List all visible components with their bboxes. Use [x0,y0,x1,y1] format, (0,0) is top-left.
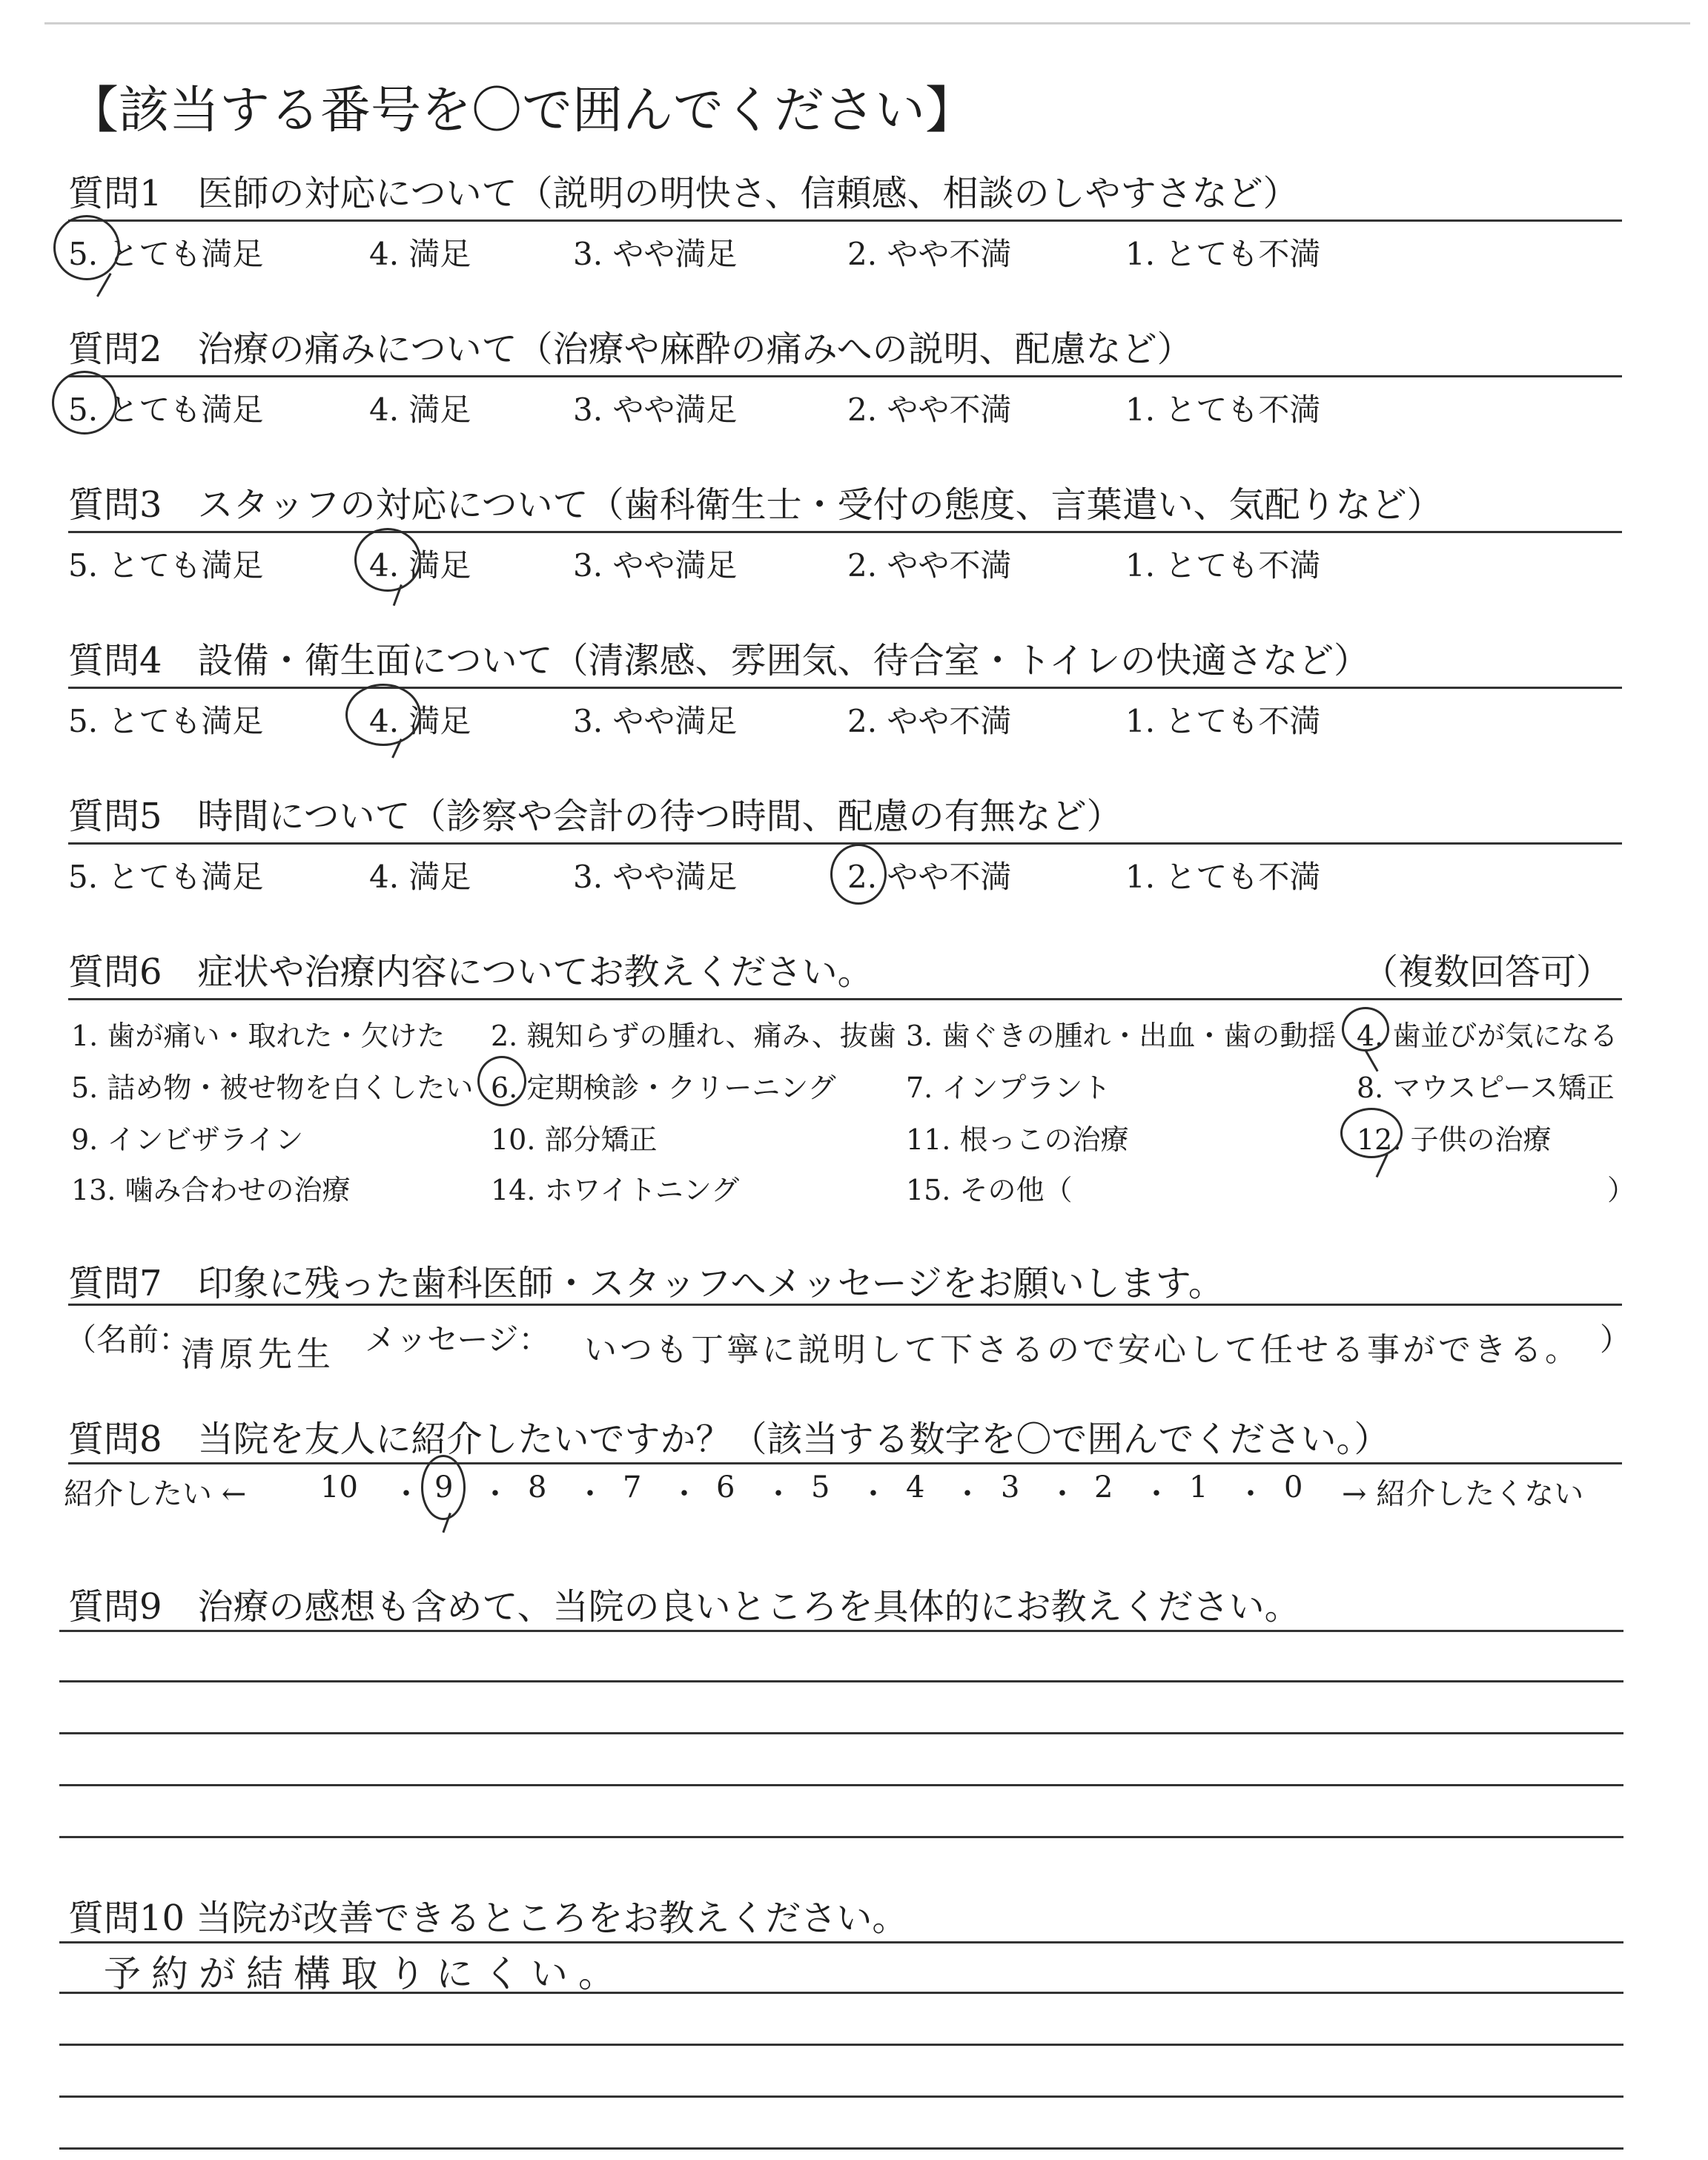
q10-answer-text[interactable]: 予約が結構取りにくい。 [104,1952,626,1995]
q6-option-5[interactable]: 5. 詰め物・被せ物を白くしたい [71,1071,474,1104]
question-6-rule [68,998,1622,1000]
q5-option-5[interactable]: 5. とても満足 [68,859,264,895]
question-8-rule [68,1462,1622,1464]
question-10-title: 質問10 当院が改善できるところをお教えください。 [68,1898,908,1939]
question-1-rule [68,219,1622,222]
q10-answer-line [59,2044,1623,2046]
q8-scale-dot: ・ [1047,1477,1077,1511]
q8-scale-10[interactable]: 10 [320,1470,358,1505]
q6-option-15[interactable]: 15. その他（ [906,1174,1073,1206]
q1-option-5[interactable]: 5. とても満足 [68,236,264,272]
q6-option-3[interactable]: 3. 歯ぐきの腫れ・出血・歯の動揺 [906,1020,1337,1052]
q6-option-2[interactable]: 2. 親知らずの腫れ、痛み、抜歯 [491,1020,896,1052]
q9-answer-line [59,1732,1623,1734]
question-8-title: 質問8 当院を友人に紹介したいですか？（該当する数字を〇で囲んでください。） [68,1418,1390,1460]
q8-scale-dot: ・ [575,1477,605,1511]
q6-option-1[interactable]: 1. 歯が痛い・取れた・欠けた [71,1020,446,1052]
q8-scale-4[interactable]: 4 [906,1470,925,1505]
q7-message-answer[interactable]: いつも丁寧に説明して下さるので安心して任せる事ができる。 [584,1331,1580,1369]
q7-close-paren: ） [1600,1321,1632,1358]
q8-left-label: 紹介したい ← [64,1477,247,1511]
q4-answer-circle [345,684,421,746]
q1-option-1[interactable]: 1. とても不満 [1125,236,1321,272]
q7-message-label: メッセージ： [365,1321,550,1358]
q4-option-2[interactable]: 2. やや不満 [847,703,1012,739]
question-5-title: 質問5 時間について（診察や会計の待つ時間、配慮の有無など） [68,796,1122,837]
question-3-rule [68,531,1622,533]
q8-scale-dot: ・ [669,1477,699,1511]
q3-option-3[interactable]: 3. やや満足 [573,547,738,584]
q7-name-answer[interactable]: 清原先生 [181,1334,335,1374]
q3-option-2[interactable]: 2. やや不満 [847,547,1012,584]
form-instruction-title: 【該当する番号を〇で囲んでください】 [68,82,976,140]
q8-scale-8[interactable]: 8 [528,1470,547,1505]
q10-answer-line [59,1992,1623,1994]
q1-option-2[interactable]: 2. やや不満 [847,236,1012,272]
question-7-title: 質問7 印象に残った歯科医師・スタッフへメッセージをお願いします。 [68,1263,1224,1304]
q6-answer-circle-4 [1342,1007,1389,1051]
page-top-border [44,22,1690,24]
q10-answer-line [59,1941,1623,1943]
q5-option-3[interactable]: 3. やや満足 [573,859,738,895]
question-7-rule [68,1304,1622,1306]
q3-option-1[interactable]: 1. とても不満 [1125,547,1321,584]
q6-option-15-close: ） [1607,1174,1636,1206]
q8-scale-0[interactable]: 0 [1284,1470,1303,1505]
q6-option-10[interactable]: 10. 部分矯正 [491,1123,658,1156]
question-4-rule [68,687,1622,689]
q10-answer-line [59,2095,1623,2098]
q5-option-4[interactable]: 4. 満足 [369,859,471,895]
q5-option-2[interactable]: 2. やや不満 [847,859,1012,895]
question-2-rule [68,375,1622,377]
q3-option-5[interactable]: 5. とても満足 [68,547,264,584]
q8-scale-dot: ・ [1236,1477,1265,1511]
q8-scale-dot: ・ [858,1477,888,1511]
q2-option-3[interactable]: 3. やや満足 [573,392,738,428]
question-3-title: 質問3 スタッフの対応について（歯科衛生士・受付の態度、言葉遣い、気配りなど） [68,484,1443,526]
q6-option-6[interactable]: 6. 定期検診・クリーニング [491,1071,836,1104]
q8-scale-dot: ・ [764,1477,793,1511]
q6-option-7[interactable]: 7. インプラント [906,1071,1111,1104]
question-4-title: 質問4 設備・衛生面について（清潔感、雰囲気、待合室・トイレの快適さなど） [68,640,1370,681]
q4-option-4[interactable]: 4. 満足 [369,703,471,739]
q9-answer-line [59,1680,1623,1682]
q3-option-4[interactable]: 4. 満足 [369,547,471,584]
q8-scale-9[interactable]: 9 [434,1470,454,1505]
question-9-title: 質問9 治療の感想も含めて、当院の良いところを具体的にお教えください。 [68,1586,1300,1628]
question-6-multiple-note: （複数回答可） [1363,951,1612,993]
q8-scale-dot: ・ [480,1477,510,1511]
q6-option-13[interactable]: 13. 噛み合わせの治療 [71,1174,351,1206]
q6-answer-circle-6 [477,1056,526,1106]
question-2-title: 質問2 治療の痛みについて（治療や麻酔の痛みへの説明、配慮など） [68,328,1193,370]
q3-answer-circle [354,528,421,592]
q6-option-12[interactable]: 12. 子供の治療 [1357,1123,1552,1156]
q8-scale-5[interactable]: 5 [811,1470,830,1505]
q4-option-1[interactable]: 1. とても不満 [1125,703,1321,739]
question-6-title: 質問6 症状や治療内容についてお教えください。 [68,951,873,993]
q2-option-2[interactable]: 2. やや不満 [847,392,1012,428]
q1-answer-circle [53,215,120,280]
q8-scale-dot: ・ [953,1477,982,1511]
question-1-title: 質問1 医師の対応について（説明の明快さ、信頼感、相談のしやすさなど） [68,173,1299,214]
q5-answer-circle [830,844,887,905]
q4-option-5[interactable]: 5. とても満足 [68,703,264,739]
q6-option-9[interactable]: 9. インビザライン [71,1123,304,1156]
q9-answer-line [59,1630,1623,1632]
q6-answer-circle-12 [1340,1108,1403,1158]
q6-option-14[interactable]: 14. ホワイトニング [491,1174,740,1206]
q2-option-5[interactable]: 5. とても満足 [68,392,264,428]
q1-option-4[interactable]: 4. 満足 [369,236,471,272]
q5-option-1[interactable]: 1. とても不満 [1125,859,1321,895]
q9-answer-line [59,1836,1623,1838]
q2-option-4[interactable]: 4. 満足 [369,392,471,428]
q2-answer-circle [52,371,117,435]
q9-answer-line [59,1784,1623,1786]
q8-scale-dot: ・ [391,1477,421,1511]
q8-scale-3[interactable]: 3 [1001,1470,1020,1505]
q1-option-3[interactable]: 3. やや満足 [573,236,738,272]
q6-option-11[interactable]: 11. 根っこの治療 [906,1123,1129,1156]
q6-option-4[interactable]: 4. 歯並びが気になる [1357,1020,1618,1052]
q8-scale-6[interactable]: 6 [716,1470,735,1505]
question-5-rule [68,842,1622,845]
q6-option-8[interactable]: 8. マウスピース矯正 [1357,1071,1615,1104]
q4-option-3[interactable]: 3. やや満足 [573,703,738,739]
q8-answer-circle [421,1455,466,1520]
q2-option-1[interactable]: 1. とても不満 [1125,392,1321,428]
q7-name-label: （名前： [65,1321,191,1358]
q8-scale-1[interactable]: 1 [1189,1470,1208,1505]
q8-scale-7[interactable]: 7 [623,1470,642,1505]
q8-scale-2[interactable]: 2 [1094,1470,1113,1505]
q10-answer-line [59,2147,1623,2150]
q8-scale-dot: ・ [1142,1477,1171,1511]
q8-right-label: → 紹介したくない [1342,1477,1584,1511]
